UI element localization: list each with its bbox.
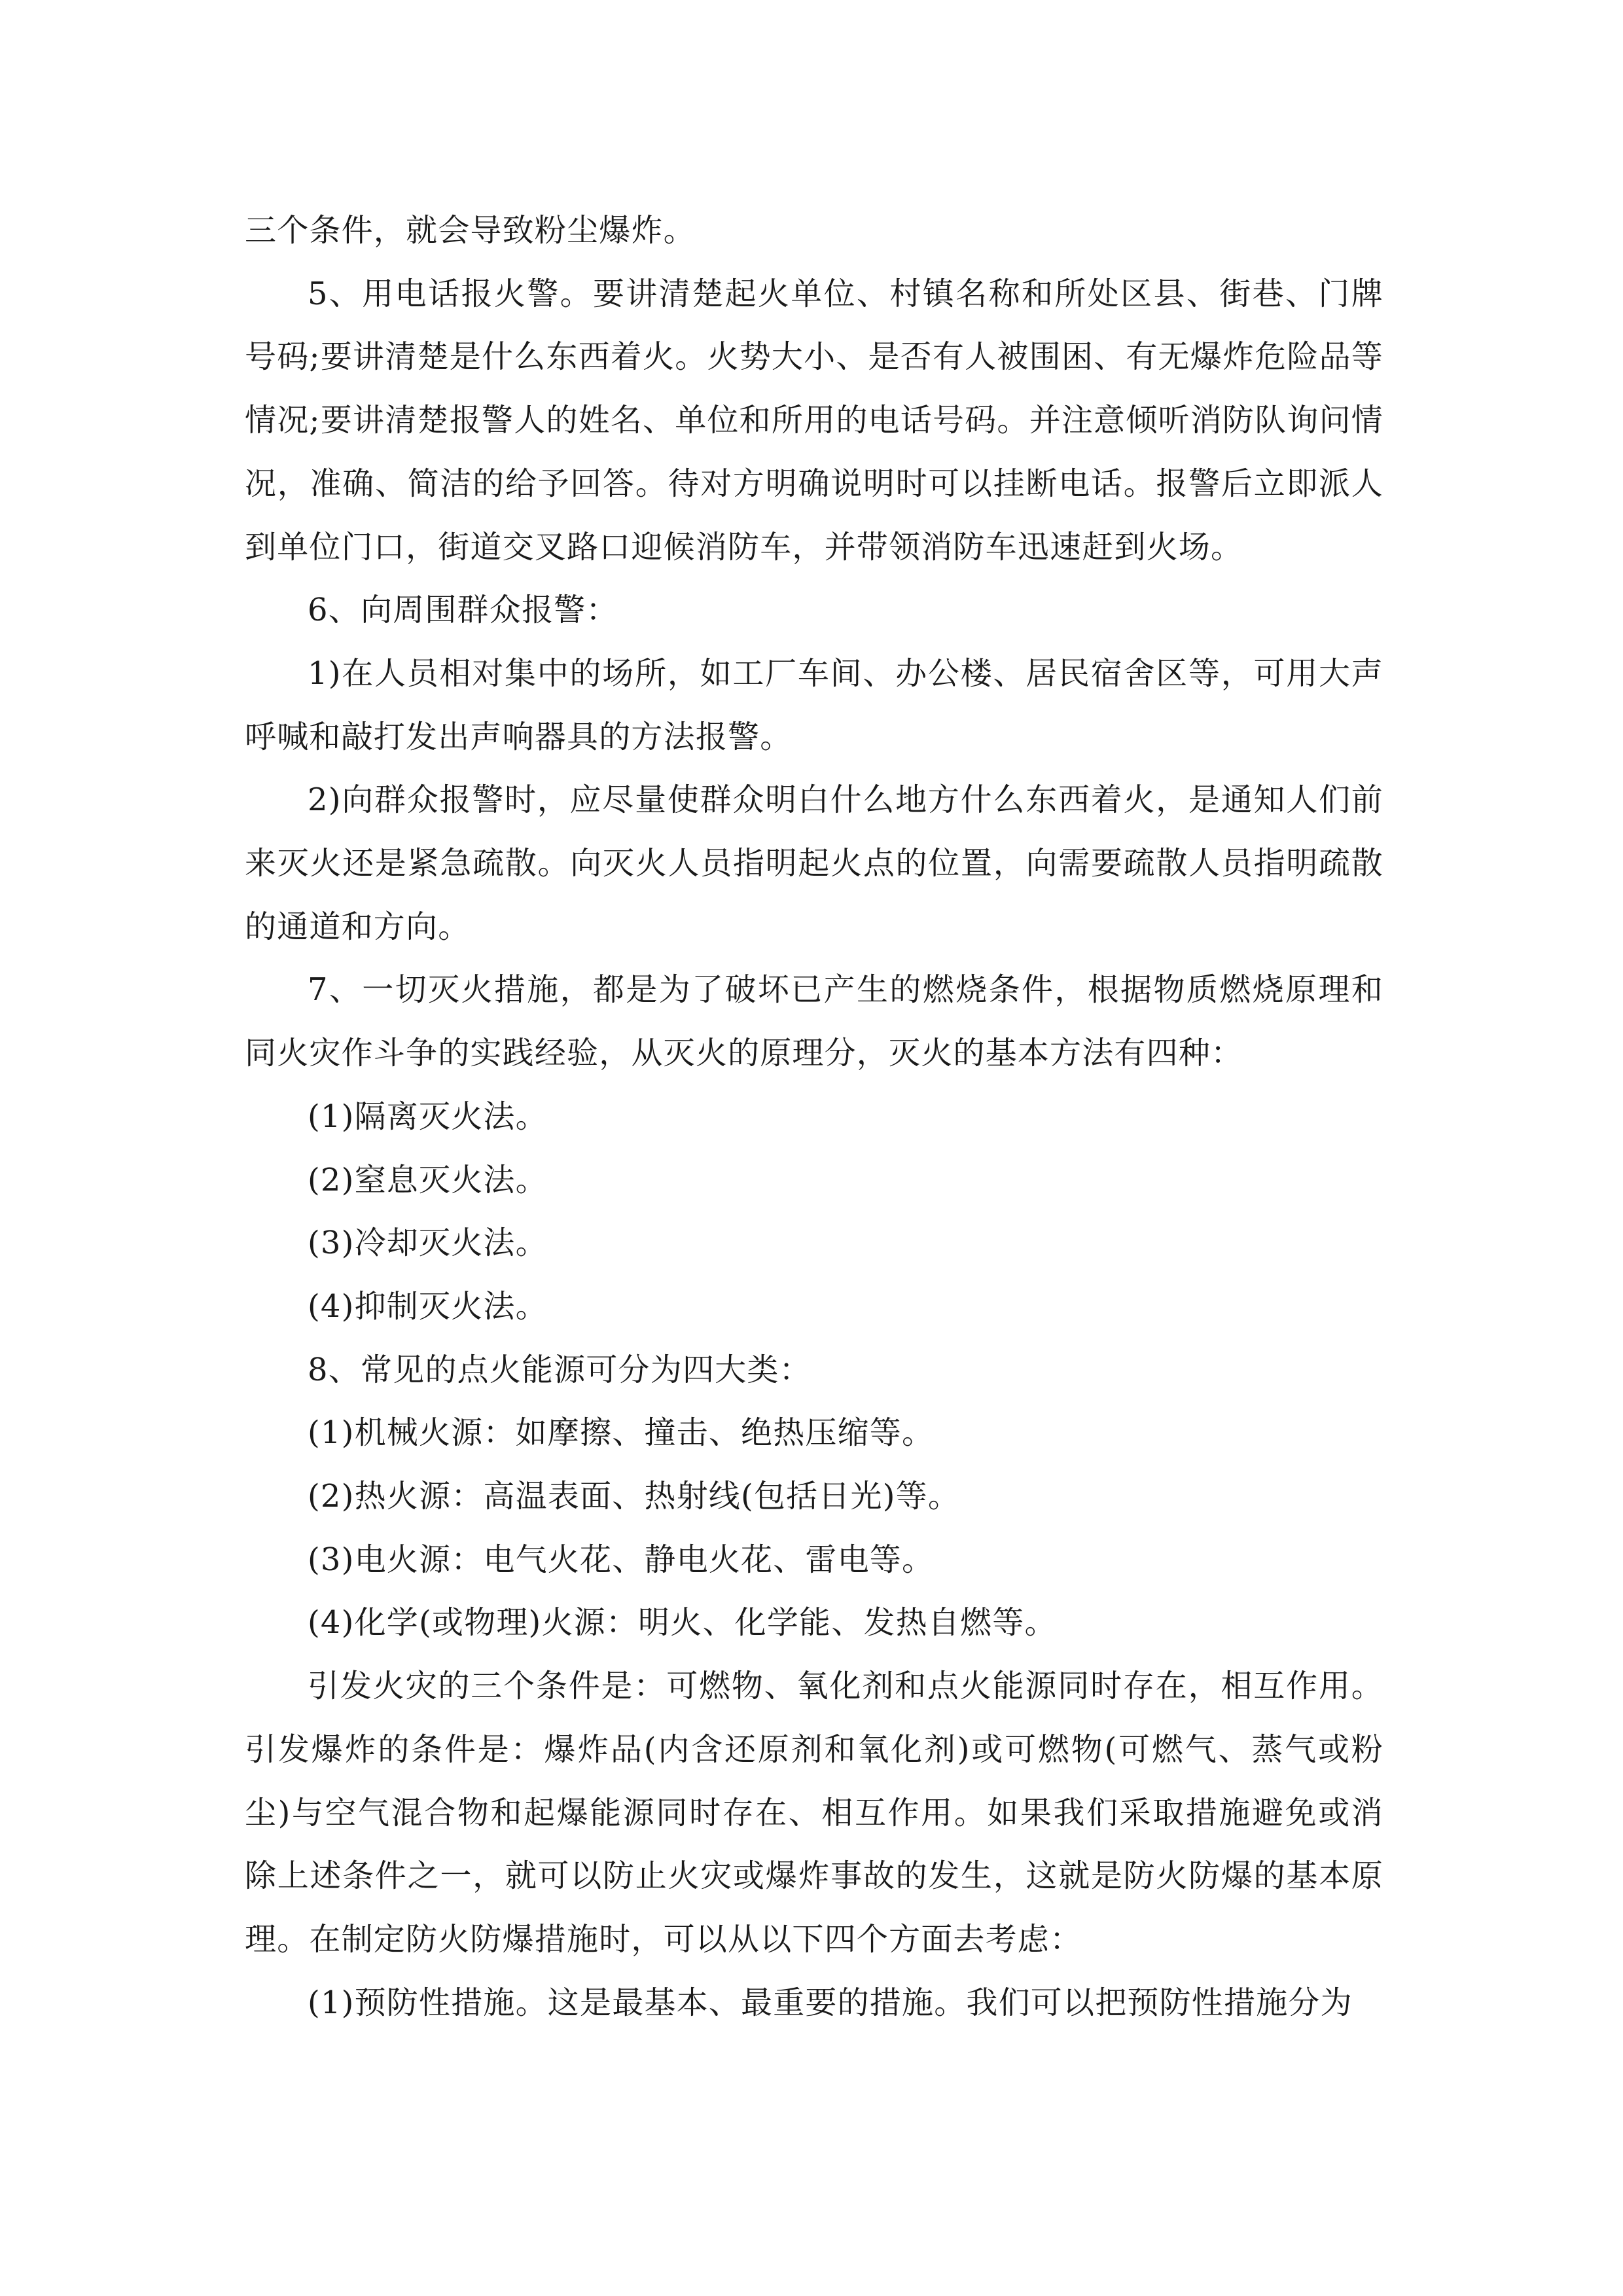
paragraph-continuation: 三个条件，就会导致粉尘爆炸。 [245,212,696,249]
paragraph-item-6: 6、向周围群众报警： [308,592,618,629]
paragraph-subitem-8-2: (2)热火源：高温表面、热射线(包括日光)等。 [308,1478,961,1515]
paragraph-subitem-7-3: (3)冷却灭火法。 [308,1225,548,1262]
paragraph-subitem-7-2: (2)窒息灭火法。 [308,1161,548,1198]
paragraph-preventive-measures: (1)预防性措施。这是最基本、最重要的措施。我们可以把预防性措施分为 [308,1984,1353,2021]
paragraph-subitem-7-4: (4)抑制灭火法。 [308,1287,548,1325]
paragraph-subitem-6-1: 1)在人员相对集中的场所，如工厂车间、办公楼、居民宿舍区等，可用大声呼喊和敲打发出声响器具的方法报警。 [245,655,1383,755]
paragraph-item-8: 8、常见的点火能源可分为四大类： [308,1351,812,1388]
paragraph-subitem-8-3: (3)电火源：电气火花、静电火花、雷电等。 [308,1541,935,1578]
paragraph-subitem-8-1: (1)机械火源：如摩擦、撞击、绝热压缩等。 [308,1414,935,1452]
paragraph-item-7: 7、一切灭火措施，都是为了破坏已产生的燃烧条件，根据物质燃烧原理和同火灾作斗争的实践经验，从灭火的原理分，灭火的基本方法有四种： [245,971,1383,1072]
paragraph-fire-explosion-principles: 引发火灾的三个条件是：可燃物、氧化剂和点火能源同时存在，相互作用。引发爆炸的条件是：爆炸品(内含还原剂和氧化剂)或可燃物(可燃气、蒸气或粉尘)与空气混合物和起爆能源同时存在、相互作用。如果我们采取措施避免或消除上述条件之一，就可以防止火灾或爆炸事故的发生，这就是防火防爆的基本原理。在制定防火防爆措施时，可以从以下四个方面去考虑： [245,1668,1383,1958]
paragraph-item-5: 5、用电话报火警。要讲清楚起火单位、村镇名称和所处区县、街巷、门牌号码;要讲清楚是什么东西着火。火势大小、是否有人被围困、有无爆炸危险品等情况;要讲清楚报警人的姓名、单位和所用的电话号码。并注意倾听消防队询问情况，准确、简洁的给予回答。待对方明确说明时可以挂断电话。报警后立即派人到单位门口，街道交叉路口迎候消防车，并带领消防车迅速赶到火场。 [245,275,1383,565]
paragraph-subitem-8-4: (4)化学(或物理)火源：明火、化学能、发热自燃等。 [308,1604,1057,1641]
document-body [245,199,1383,2034]
paragraph-subitem-6-2: 2)向群众报警时，应尽量使群众明白什么地方什么东西着火，是通知人们前来灭火还是紧急疏散。向灭火人员指明起火点的位置，向需要疏散人员指明疏散的通道和方向。 [245,781,1383,945]
paragraph-subitem-7-1: (1)隔离灭火法。 [308,1098,548,1135]
